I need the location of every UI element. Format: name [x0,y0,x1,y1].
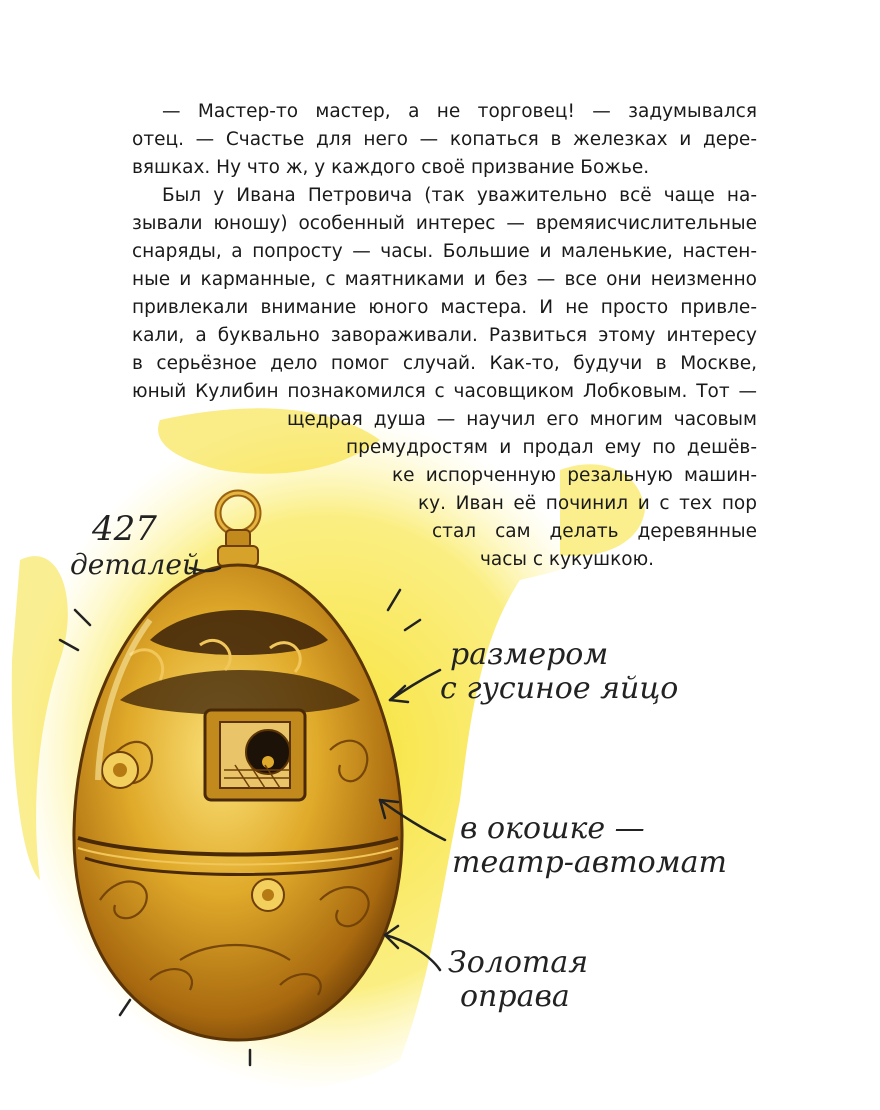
text-line: зывали юношу) особенный интерес — времяисчислительные [132,213,757,234]
text-line: Был у Ивана Петровича (так уважительно всё чаще на- [162,185,757,206]
text-line: премудростям и продал ему по дешёв- [346,437,757,458]
text-line: часы с кукушкою. [479,549,655,570]
text-line: ке испорченную резальную машин- [392,465,757,486]
text-line: кали, а буквально завораживали. Развиться этому интересу [132,325,757,346]
text-line: снаряды, а попросту — часы. Большие и маленькие, настен- [132,241,757,262]
annotation-frame-line1: Золотая [448,945,589,980]
text-line: привлекали внимание юного мастера. И не просто привле- [132,297,757,318]
text-line: вяшках. Ну что ж, у каждого своё призвание Божье. [132,157,650,178]
text-line: отец. — Счастье для него — копаться в железках и дере- [132,129,757,150]
annotation-frame-line2: оправа [460,979,570,1014]
text-line: ку. Иван её починил и с тех пор [418,493,757,514]
text-line: юный Кулибин познакомился с часовщиком Лобковым. Тот — [132,381,757,402]
annotation-window-line2: театр-автомат [452,845,727,880]
text-line: в серьёзное дело помог случай. Как-то, будучи в Москве, [132,353,757,374]
text-line: ные и карманные, с маятниками и без — все они неизменно [132,269,757,290]
annotation-window-line1: в окошке — [460,811,645,846]
annotation-size-line2: с гусиное яйцо [440,671,679,706]
annotation-parts-count: 427 [92,509,157,549]
text-line: — Мастер-то мастер, а не торговец! — задумывался [162,101,757,122]
annotation-size-line1: размером [450,637,609,672]
text-line: стал сам делать деревянные [432,521,757,542]
annotation-parts-word: деталей [70,548,200,581]
text-line: щедрая душа — научил его многим часовым [287,409,757,430]
